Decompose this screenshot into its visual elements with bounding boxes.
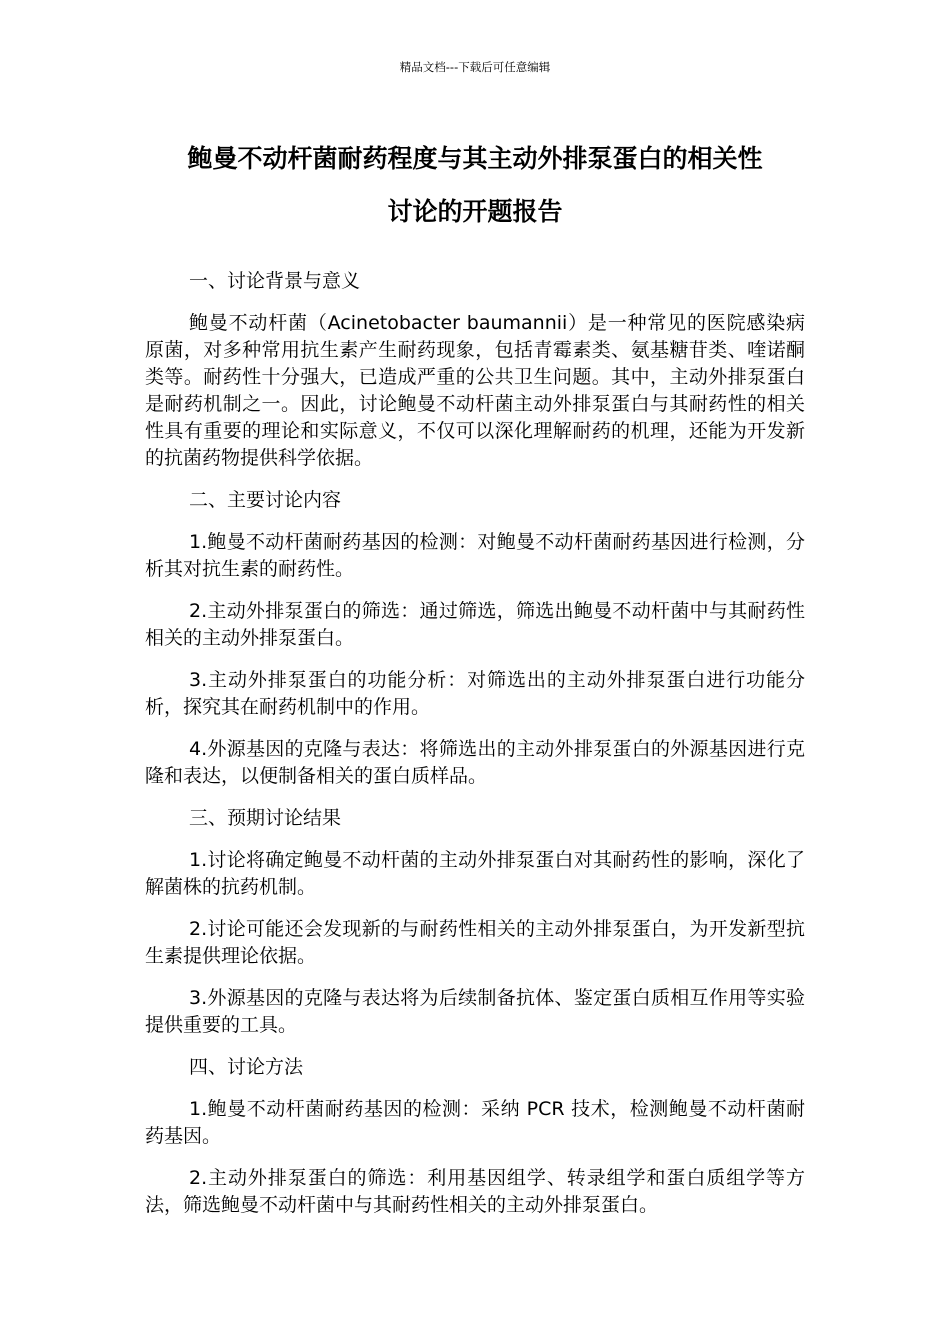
paragraph-results-1: 1.讨论将确定鲍曼不动杆菌的主动外排泵蛋白对其耐药性的影响，深化了解菌株的抗药机制。 — [145, 849, 805, 898]
section-heading-background: 一、讨论背景与意义 — [189, 270, 361, 292]
paragraph-content-2: 2.主动外排泵蛋白的筛选：通过筛选，筛选出鲍曼不动杆菌中与其耐药性相关的主动外排泵蛋白。 — [145, 600, 805, 649]
document-body — [145, 268, 805, 1234]
paragraph-results-3: 3.外源基因的克隆与表达将为后续制备抗体、鉴定蛋白质相互作用等实验提供重要的工具。 — [145, 987, 805, 1036]
paragraph-content-4: 4.外源基因的克隆与表达：将筛选出的主动外排泵蛋白的外源基因进行克隆和表达，以便制备相关的蛋白质样品。 — [145, 738, 805, 787]
section-heading-methods: 四、讨论方法 — [189, 1056, 304, 1078]
paragraph-methods-2: 2.主动外排泵蛋白的筛选：利用基因组学、转录组学和蛋白质组学等方法，筛选鲍曼不动杆菌中与其耐药性相关的主动外排泵蛋白。 — [145, 1167, 805, 1216]
title-line-1: 鲍曼不动杆菌耐药程度与其主动外排泵蛋白的相关性 — [187, 144, 763, 173]
header-note: 精品文档---下载后可任意编辑 — [399, 60, 551, 74]
section-heading-results: 三、预期讨论结果 — [189, 807, 342, 829]
paragraph-content-3: 3.主动外排泵蛋白的功能分析：对筛选出的主动外排泵蛋白进行功能分析，探究其在耐药机制中的作用。 — [145, 669, 805, 718]
title-line-2: 讨论的开题报告 — [387, 197, 563, 226]
paragraph-methods-1: 1.鲍曼不动杆菌耐药基因的检测：采纳 PCR 技术，检测鲍曼不动杆菌耐药基因。 — [145, 1098, 805, 1147]
document-title — [120, 132, 830, 238]
section-heading-content: 二、主要讨论内容 — [189, 489, 342, 511]
paragraph-content-1: 1.鲍曼不动杆菌耐药基因的检测：对鲍曼不动杆菌耐药基因进行检测，分析其对抗生素的耐药性。 — [145, 531, 805, 580]
paragraph-results-2: 2.讨论可能还会发现新的与耐药性相关的主动外排泵蛋白，为开发新型抗生素提供理论依据。 — [145, 918, 805, 967]
paragraph-background: 鲍曼不动杆菌（Acinetobacter baumannii）是一种常见的医院感染病原菌，对多种常用抗生素产生耐药现象，包括青霉素类、氨基糖苷类、喹诺酮类等。耐药性十分强大，已造成严重的公共卫生问题。其中，主动外排泵蛋白是耐药机制之一。因此，讨论鲍曼不动杆菌主动外排泵蛋白与其耐药性的相关性具有重要的理论和实际意义，不仅可以深化理解耐药的机理，还能为开发新的抗菌药物提供科学依据。 — [145, 312, 805, 469]
